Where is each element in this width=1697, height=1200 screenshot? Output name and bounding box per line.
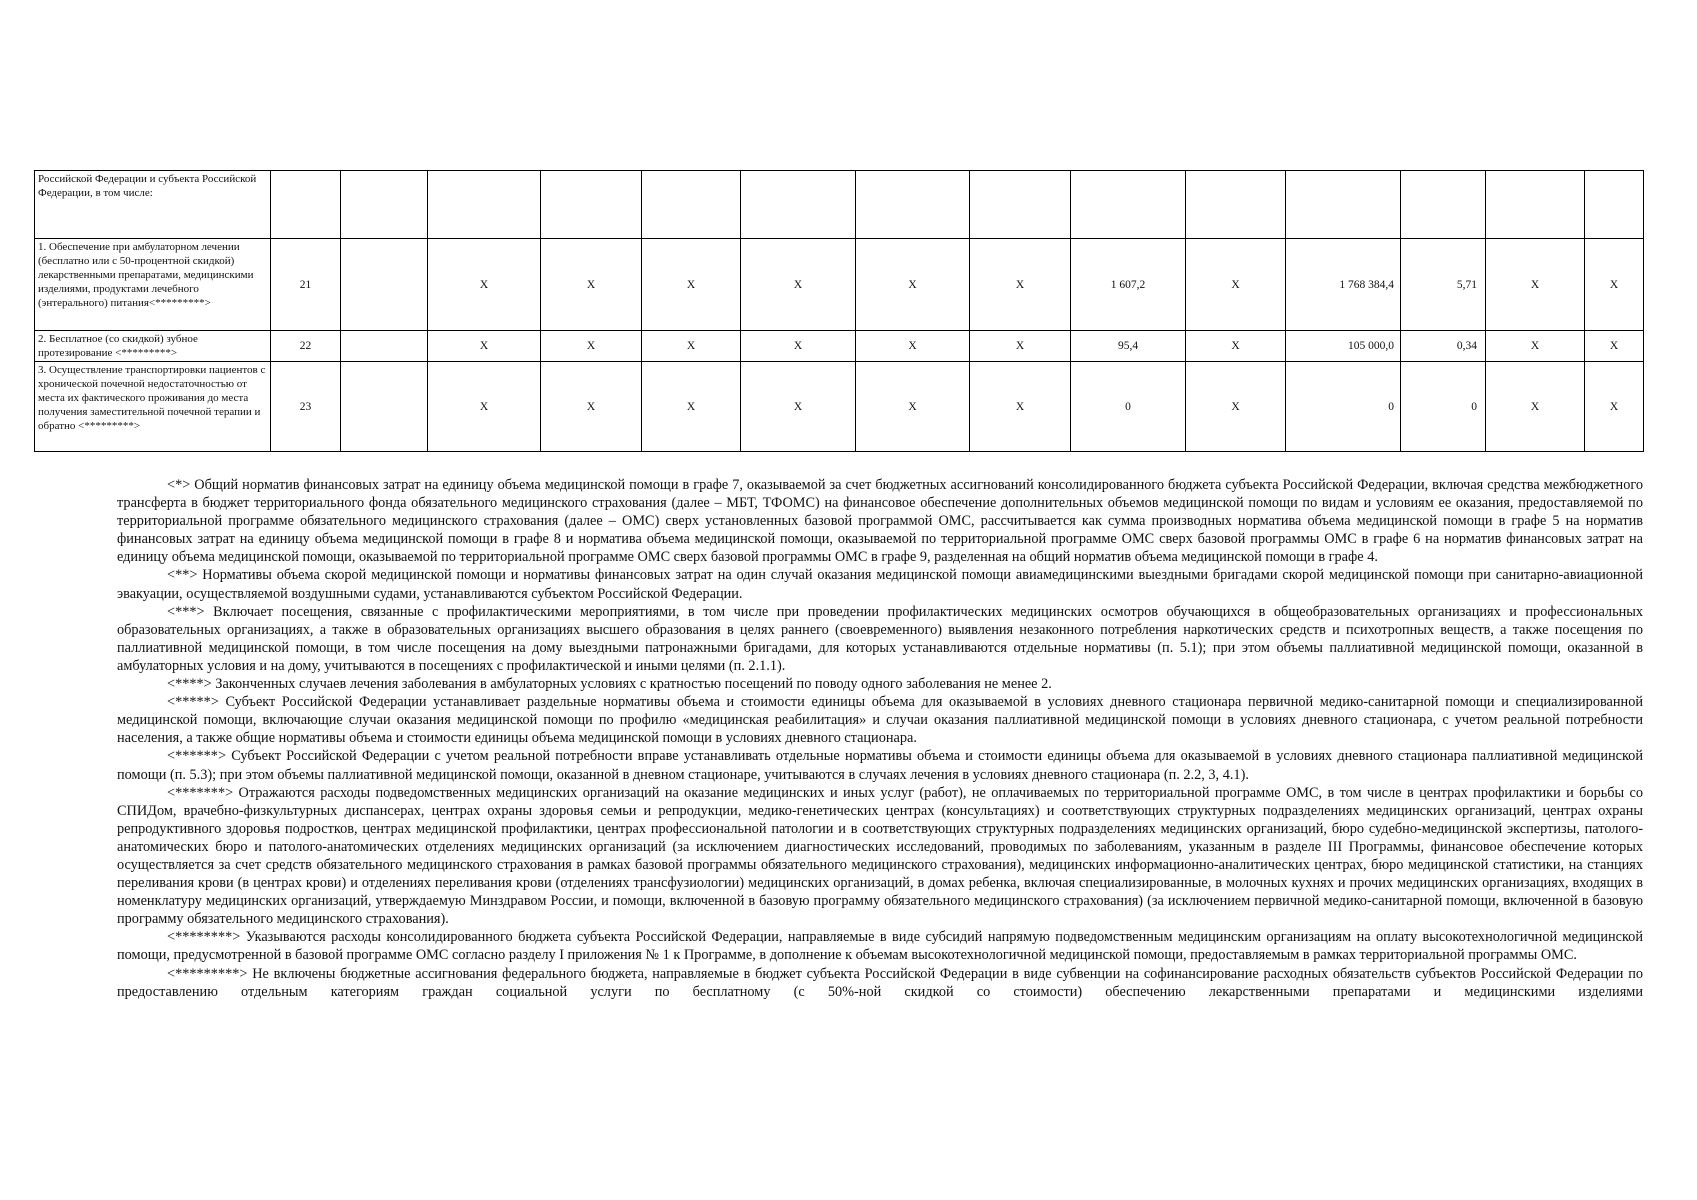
table-cell [341, 331, 428, 362]
footnote: <**> Нормативы объема скорой медицинской помощи и нормативы финансовых затрат на один случай оказания медицинской помощи авиамедицинскими выездными бригадами скорой медицинской помощи при санитарно-авиационной эвакуации, осуществляемой воздушными судами, устанавливаются субъектом Российской Федерации. [117, 567, 1643, 602]
table-cell: X [1585, 331, 1644, 362]
table-cell: X [856, 362, 970, 452]
table-cell: X [1186, 362, 1286, 452]
footnote: <*******> Отражаются расходы подведомственных медицинских организаций на оказание медицинских и иных услуг (работ), не оплачиваемых по территориальной программе ОМС, в том числе в центрах профилактики и борьбы со СПИДом, врачебно-физкультурных диспансерах, центрах охраны здоровья семьи и репродукции, медико-генетических центрах (консультациях) и соответствующих структурных подразделениях медицинских организаций, центрах охраны репродуктивного здоровья подростков, центрах медицинской профилактики, центрах профессиональной патологии и в соответствующих структурных подразделениях медицинских организаций, бюро судебно-медицинской экспертизы, патолого-анатомических бюро и патолого-анатомических отделениях медицинских организаций (за исключением диагностических исследований, проводимых по заболеваниям, указанным в разделе III Программы, финансовое обеспечение которых осуществляется за счет средств обязательного медицинского страхования в рамках базовой программы обязательного медицинского страхования), медицинских информационно-аналитических центрах, бюро медицинской статистики, на станциях переливания крови (в центрах крови) и отделениях переливания крови (отделениях трансфузиологии) медицинских организаций, в домах ребенка, включая специализированные, в молочных кухнях и прочих медицинских организациях, входящих в номенклатуру медицинских организаций, утверждаемую Минздравом России, и помощи, включенной в базовую программу обязательного медицинского страхования) (за исключением первичной медико-санитарной помощи, включенной в базовую программу обязательного медицинского страхования). [117, 784, 1643, 928]
table-cell: X [970, 331, 1071, 362]
footnote: <********> Указываются расходы консолидированного бюджета субъекта Российской Федерации, направляемые в виде субсидий напрямую подведомственным медицинским организациям на оплату высокотехнологичной медицинской помощи, предусмотренной в базовой программе ОМС согласно разделу I приложения № 1 к Программе, в дополнение к объемам высокотехнологичной медицинской помощи, предоставляемым в рамках территориальной программы ОМС. [117, 929, 1643, 964]
row-name: 2. Бесплатное (со скидкой) зубное протезирование <*********> [35, 331, 271, 362]
row-name: 3. Осуществление транспортировки пациентов с хронической почечной недостаточностью от места их фактического проживания до места получения заместительной почечной терапии и обратно <*********> [35, 362, 271, 452]
table-cell: X [642, 239, 741, 331]
table-row [35, 331, 1644, 362]
table-cell [341, 362, 428, 452]
table-cell: X [428, 239, 541, 331]
table-cell: 0 [1401, 362, 1486, 452]
footnote: <*********> Не включены бюджетные ассигнования федерального бюджета, направляемые в бюджет субъекта Российской Федерации в виде субвенции на софинансирование расходных обязательств субъектов Российской Федерации по предоставлению отдельным категориям граждан социальной услуги по бесплатному (с 50%-ной скидкой со стоимости) обеспечению лекарственными препаратами и медицинскими изделиями [117, 965, 1643, 1000]
table-cell: X [970, 362, 1071, 452]
table-cell: X [741, 362, 856, 452]
table-cell: X [541, 331, 642, 362]
table-cell: X [741, 239, 856, 331]
table-cell: 21 [271, 239, 341, 331]
table-cell: X [1186, 239, 1286, 331]
table-cell: X [1486, 239, 1585, 331]
footnote: <***> Включает посещения, связанные с профилактическими мероприятиями, в том числе при проведении профилактических медицинских осмотров обучающихся в общеобразовательных организациях и профессиональных образовательных организациях, а также в образовательных организациях высшего образования в целях раннего (своевременного) выявления незаконного потребления наркотических средств и психотропных веществ, а также посещения по паллиативной медицинской помощи, в том числе посещения на дому выездными патронажными бригадами, для которых устанавливаются отдельные нормативы (п. 5.1); при этом объемы паллиативной медицинской помощи, оказанной в амбулаторных условия и на дому, учитываются в посещениях с профилактической и иными целями (п. 2.1.1). [117, 603, 1643, 674]
financing-table [34, 170, 1644, 452]
table-cell: X [1186, 331, 1286, 362]
row-name: Российской Федерации и субъекта Российской Федерации, в том числе: [35, 171, 271, 239]
table-cell: X [1486, 362, 1585, 452]
table-cell: 1 607,2 [1071, 239, 1186, 331]
table-cell: 95,4 [1071, 331, 1186, 362]
table-cell: X [428, 331, 541, 362]
table-cell: X [970, 239, 1071, 331]
table-cell: X [642, 362, 741, 452]
table-cell: X [1585, 239, 1644, 331]
footnote: <*****> Субъект Российской Федерации устанавливает раздельные нормативы объема и стоимости единицы объема для оказываемой в условиях дневного стационара первичной медико-санитарной помощи и специализированной медицинской помощи, включающие случаи оказания медицинской помощи по профилю «медицинская реабилитация» и случаи оказания паллиативной медицинской помощи в условиях дневного стационара, с учетом реальной потребности населения, а также общие нормативы объема и стоимости единицы объема медицинской помощи в условиях дневного стационара. [117, 694, 1643, 747]
table-cell: 5,71 [1401, 239, 1486, 331]
table-cell: X [1585, 362, 1644, 452]
table-cell: X [428, 362, 541, 452]
table-cell [341, 239, 428, 331]
table-cell: X [856, 239, 970, 331]
table-cell: X [541, 239, 642, 331]
table-cell: 0 [1071, 362, 1186, 452]
table-cell: X [741, 331, 856, 362]
footnote: <****> Законченных случаев лечения заболевания в амбулаторных условиях с кратностью посещений по поводу одного заболевания не менее 2. [167, 676, 1052, 693]
table-cell: X [1486, 331, 1585, 362]
table-row [35, 362, 1644, 452]
table-row [35, 239, 1644, 331]
table-cell: 22 [271, 331, 341, 362]
table-cell: 0 [1286, 362, 1401, 452]
footnote: <*> Общий норматив финансовых затрат на единицу объема медицинской помощи в графе 7, оказываемой за счет бюджетных ассигнований консолидированного бюджета субъекта Российской Федерации, включая средства межбюджетного трансферта в бюджет территориального фонда обязательного медицинского страхования (далее – МБТ, ТФОМС) на финансовое обеспечение дополнительных объемов медицинской помощи по видам и условиям ее оказания, предоставляемой по территориальной программе обязательного медицинского страхования (далее – ОМС) сверх установленных базовой программой ОМС, рассчитывается как сумма производных норматива объема медицинской помощи в графе 5 на норматив финансовых затрат на единицу объема медицинской помощи в графе 8 и норматива объема медицинской помощи, оказываемой по территориальной программе ОМС сверх базовой программы ОМС в графе 6 на норматив финансовых затрат на единицу объема медицинской помощи, оказываемой по территориальной программе ОМС сверх базовой программы ОМС в графе 9, разделенная на общий норматив объема медицинской помощи в графе 4. [117, 477, 1643, 566]
table-cell: 0,34 [1401, 331, 1486, 362]
footnotes [117, 476, 1643, 1001]
table-cell: 1 768 384,4 [1286, 239, 1401, 331]
footnote: <******> Субъект Российской Федерации с учетом реальной потребности вправе устанавливать отдельные нормативы объема и стоимости единицы объема для оказываемой в условиях дневного стационара паллиативной медицинской помощи (п. 5.3); при этом объемы паллиативной медицинской помощи, оказанной в дневном стационаре, учитываются в случаях лечения в условиях дневного стационара (п. 2.2, 3, 4.1). [117, 748, 1643, 783]
table-cell: X [541, 362, 642, 452]
row-name: 1. Обеспечение при амбулаторном лечении (бесплатно или с 50-процентной скидкой) лекарственными препаратами, медицинскими изделиями, продуктами лечебного (энтерального) питания<*********> [35, 239, 271, 331]
table-cell: X [856, 331, 970, 362]
table-cell: 23 [271, 362, 341, 452]
table-cell: X [642, 331, 741, 362]
table-cell: 105 000,0 [1286, 331, 1401, 362]
table-row-header-continuation [35, 171, 1644, 239]
